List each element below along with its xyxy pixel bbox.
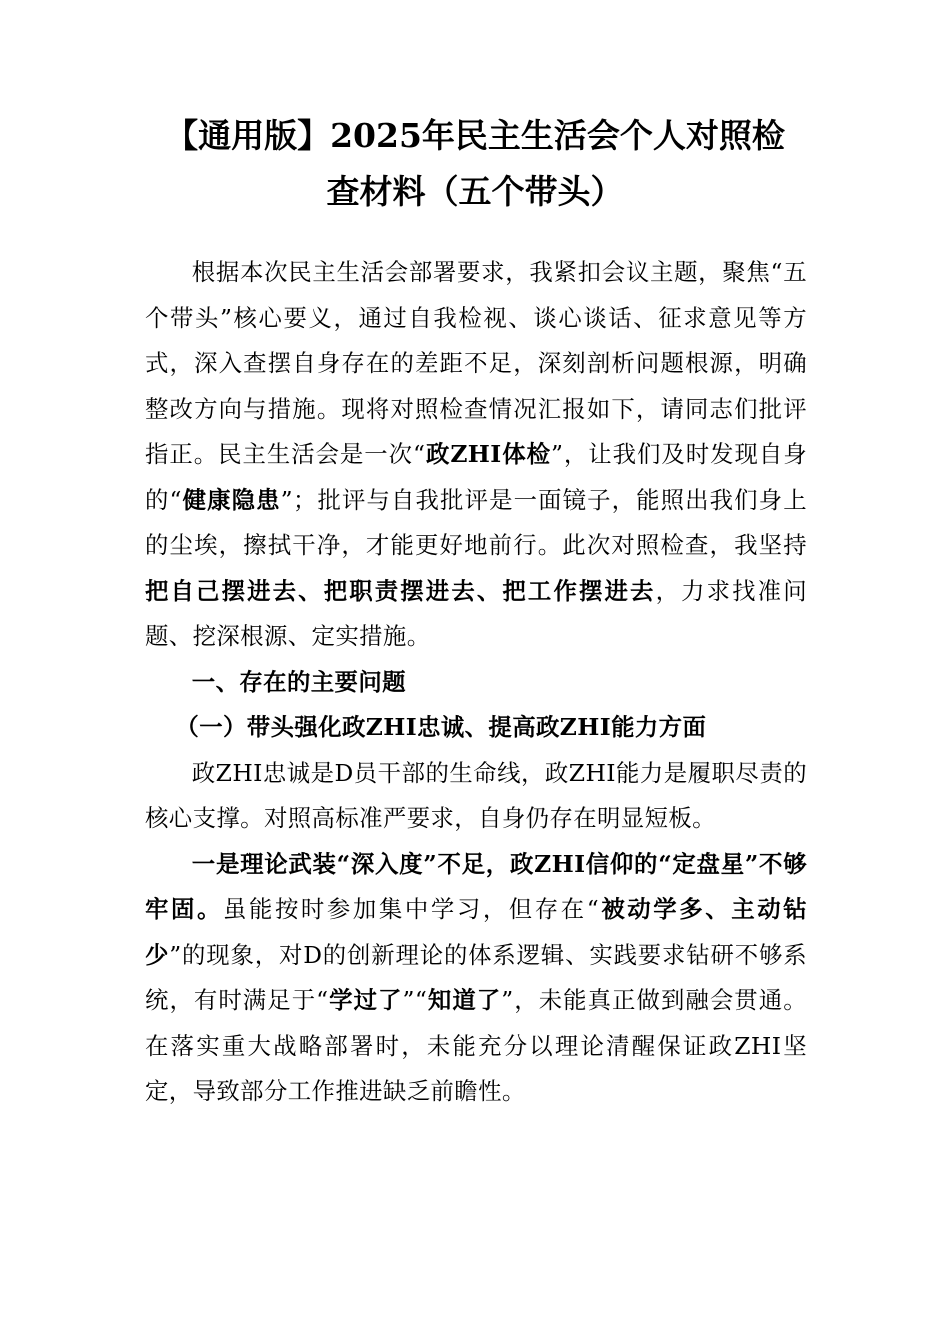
title-line-2: 查材料（五个带头） [326,172,624,211]
point-1-bold-3: 学过了 [328,986,403,1014]
point-1-text-4: ”，未能真正做到融会贯通。在落实重大战略部署时，未能充分以理论清醒保证政ZHI坚定，导致部分工作推进缺乏前瞻性。 [145,986,807,1105]
intro-paragraph [145,250,807,660]
point-1-text-1: 虽能按时参加集中学习，但存在“ [222,895,600,923]
intro-bold-1: 政ZHI体检 [425,440,551,468]
document-title [110,108,840,220]
title-line-1: 【通用版】2025年民主生活会个人对照检 [165,116,785,155]
point-1-text-2: ”的现象，对D的创新理论的体系逻辑、实践要求钻研不够系统，有时满足于“ [145,940,807,1014]
document-body [145,250,807,1115]
point-1-paragraph [145,842,807,1115]
intro-bold-3: 把自己摆进去、把职责摆进去、把工作摆进去 [145,576,656,605]
intro-text-2: ”，让我们及时发现自身的“ [145,440,807,514]
intro-text-3: ”；批评与自我批评是一面镜子，能照出我们身上的尘埃，擦拭干净，才能更好地前行。此次对照检查，我坚持 [145,485,807,559]
point-1-bold-1: 一是理论武装“深入度”不足，政ZHI信仰的“定盘星”不够牢固。 [145,849,807,923]
section-heading-1: 一、存在的主要问题 [191,667,406,696]
intro-bold-2: 健康隐患 [181,485,281,514]
subsection-paragraph: 政ZHI忠诚是D员干部的生命线，政ZHI能力是履职尽责的核心支撑。对照高标准严要求，自身仍存在明显短板。 [145,758,807,832]
intro-text-4: ，力求找准问题、挖深根源、定实措施。 [145,576,807,650]
intro-text-1: 根据本次民主生活会部署要求，我紧扣会议主题，聚焦“五个带头”核心要义，通过自我检视、谈心谈话、征求意见等方式，深入查摆自身存在的差距不足，深刻剖析问题根源，明确整改方向与措施。现将对照检查情况汇报如下，请同志们批评指正。民主生活会是一次“ [145,258,807,468]
point-1-text-3: ”“ [402,986,428,1014]
subsection-heading-1: （一）带头强化政ZHI忠诚、提高政ZHI能力方面 [175,713,707,741]
point-1-bold-4: 知道了 [427,986,502,1014]
point-1-bold-2: 被动学多、主动钻少 [145,895,808,969]
